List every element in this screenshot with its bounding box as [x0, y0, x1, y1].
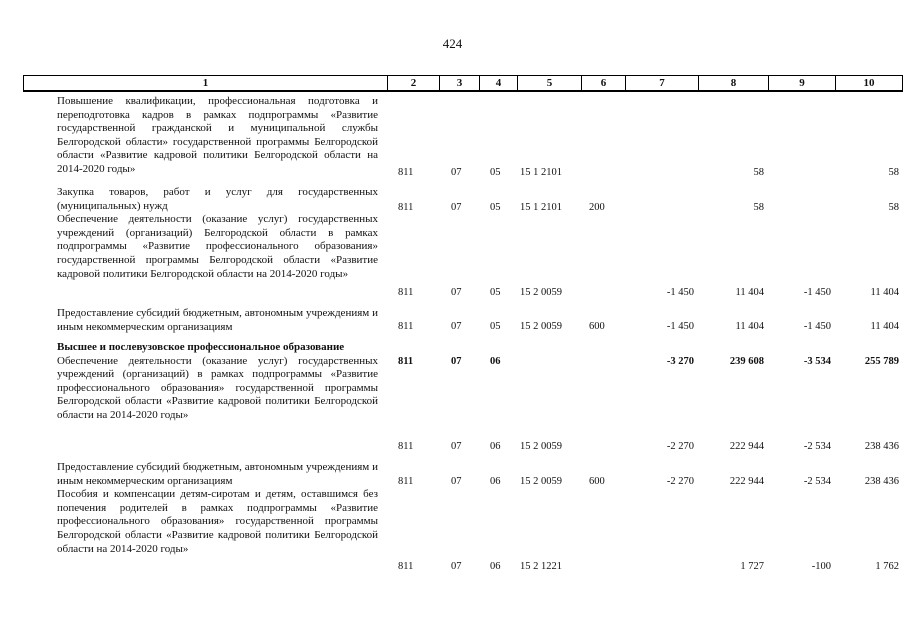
cell-subsection: 05 [490, 167, 501, 178]
cell-col8: 58 [753, 202, 764, 213]
cell-subsection: 06 [490, 561, 501, 572]
header-col-2: 2 [387, 76, 439, 91]
header-col-7: 7 [625, 76, 698, 91]
cell-col8: 239 608 [729, 356, 764, 367]
cell-ministry: 811 [398, 321, 414, 332]
header-col-8: 8 [698, 76, 768, 91]
cell-col10: 255 789 [864, 356, 899, 367]
cell-ministry: 811 [398, 202, 414, 213]
cell-subsection: 05 [490, 202, 501, 213]
cell-col9: -1 450 [803, 287, 831, 298]
cell-col8: 222 944 [729, 441, 764, 452]
cell-col9: -100 [811, 561, 831, 572]
row-description: Повышение квалификации, профессиональная подготовка и переподготовка кадров в рамках подпрограммы «Развитие государственной гражданской и муниципальной службы Белгородской области» государственной программы Белгородской области «Развитие кадровой политики Белгородской области на 2014-2020 годы» [57, 95, 378, 175]
cell-col9: -2 534 [803, 476, 831, 487]
cell-col8: 1 727 [740, 561, 764, 572]
cell-col8: 222 944 [729, 476, 764, 487]
cell-ministry: 811 [398, 287, 414, 298]
cell-subsection: 05 [490, 287, 501, 298]
cell-col10: 58 [888, 167, 899, 178]
row-description: Предоставление субсидий бюджетным, автономным учреждениям и иным некоммерческим организациям [57, 307, 378, 333]
cell-target-article: 15 1 2101 [520, 167, 562, 178]
cell-col7: -1 450 [666, 287, 694, 298]
cell-expense-type: 600 [589, 321, 605, 332]
cell-col7: -1 450 [666, 321, 694, 332]
cell-col9: -1 450 [803, 321, 831, 332]
cell-col10: 58 [888, 202, 899, 213]
header-col-6: 6 [581, 76, 625, 91]
row-description: Высшее и послевузовское профессиональное образование Обеспечение деятельности (оказание услуг) государственных учреждений (организаций) в рамках подпрограммы «Развитие профессионального образования» государственной программы Белгородской области «Развитие кадровой политики Белгородской области на 2014-2020 годы» [57, 341, 378, 421]
cell-col8: 11 404 [735, 321, 764, 332]
cell-section: 07 [451, 167, 462, 178]
cell-section: 07 [451, 202, 462, 213]
cell-section: 07 [451, 476, 462, 487]
cell-section: 07 [451, 441, 462, 452]
cell-col10: 11 404 [870, 287, 899, 298]
cell-col10: 1 762 [875, 561, 899, 572]
cell-col9: -3 534 [803, 356, 831, 367]
cell-col10: 11 404 [870, 321, 899, 332]
cell-ministry: 811 [398, 356, 414, 367]
header-col-3: 3 [439, 76, 479, 91]
cell-col10: 238 436 [864, 441, 899, 452]
cell-col7: -2 270 [666, 441, 694, 452]
cell-col7: -2 270 [666, 476, 694, 487]
cell-col9: -2 534 [803, 441, 831, 452]
cell-subsection: 06 [490, 441, 501, 452]
row-description: Предоставление субсидий бюджетным, автономным учреждениям и иным некоммерческим организациям Пособия и компенсации детям-сиротам и детям, оставшимся без попечения родителей в рамках подпрограммы «Развитие профессионального образования» государственной программы Белгородской области «Развитие кадровой политики Белгородской области на 2014-2020 годы» [57, 461, 378, 555]
cell-ministry: 811 [398, 167, 414, 178]
cell-col8: 58 [753, 167, 764, 178]
header-col-9: 9 [768, 76, 835, 91]
cell-target-article: 15 1 2101 [520, 202, 562, 213]
header-col-4: 4 [479, 76, 517, 91]
cell-section: 07 [451, 287, 462, 298]
cell-section: 07 [451, 561, 462, 572]
row-description: Закупка товаров, работ и услуг для государственных (муниципальных) нужд Обеспечение деятельности (оказание услуг) государственных учреждений (организаций) Белгородской области в рамках подпрограммы «Развитие профессионального образования» государственной программы Белгородской области «Развитие кадровой политики Белгородской области на 2014-2020 годы» [57, 186, 378, 280]
cell-expense-type: 200 [589, 202, 605, 213]
cell-col7: -3 270 [666, 356, 694, 367]
table-header [23, 75, 903, 92]
header-col-1: 1 [202, 77, 209, 89]
cell-section: 07 [451, 321, 462, 332]
cell-subsection: 06 [490, 356, 501, 367]
cell-ministry: 811 [398, 561, 414, 572]
page-number: 424 [442, 36, 463, 51]
cell-col8: 11 404 [735, 287, 764, 298]
cell-target-article: 15 2 0059 [520, 287, 562, 298]
cell-ministry: 811 [398, 441, 414, 452]
cell-section: 07 [451, 356, 462, 367]
cell-ministry: 811 [398, 476, 414, 487]
cell-target-article: 15 2 0059 [520, 441, 562, 452]
cell-expense-type: 600 [589, 476, 605, 487]
cell-subsection: 06 [490, 476, 501, 487]
header-col-5: 5 [517, 76, 581, 91]
cell-target-article: 15 2 0059 [520, 321, 562, 332]
cell-col10: 238 436 [864, 476, 899, 487]
cell-subsection: 05 [490, 321, 501, 332]
header-col-10: 10 [835, 76, 902, 91]
cell-target-article: 15 2 1221 [520, 561, 562, 572]
cell-target-article: 15 2 0059 [520, 476, 562, 487]
